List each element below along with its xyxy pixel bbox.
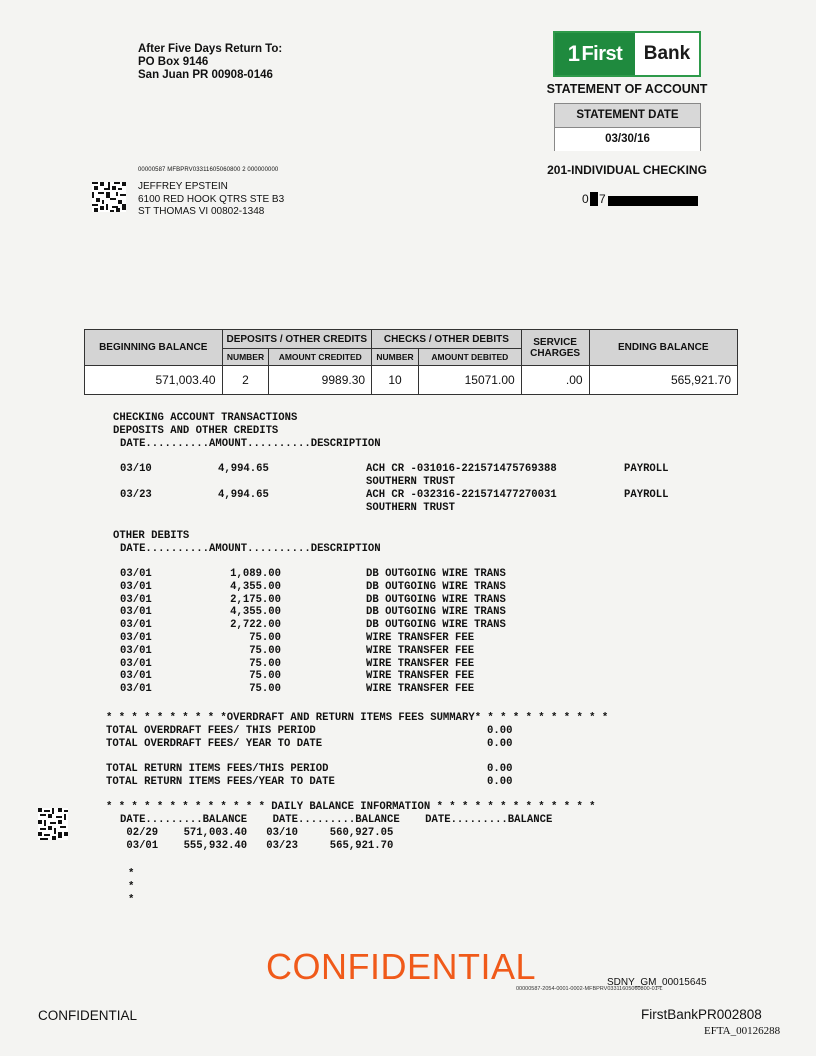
confidential-stamp: CONFIDENTIAL — [266, 946, 537, 987]
debit-date: 03/01 — [120, 606, 152, 619]
fee-label: TOTAL OVERDRAFT FEES/ THIS PERIOD — [106, 725, 316, 737]
credit-date: 03/23 — [120, 489, 152, 501]
debit-date: 03/01 — [120, 593, 152, 606]
statement-date-box — [554, 103, 701, 151]
fee-value: 0.00 — [487, 763, 513, 775]
customer-city: ST THOMAS VI 00802-1348 — [138, 206, 265, 217]
credit-memo: PAYROLL — [624, 463, 669, 475]
statement-date-value: 03/30/16 — [555, 128, 700, 151]
account-summary-table — [84, 329, 738, 395]
debit-amount: 1,089.00 — [230, 568, 281, 580]
debit-amount: 75.00 — [249, 657, 281, 670]
firstbank-bates: FirstBankPR002808 — [641, 1007, 762, 1022]
credits-title: DEPOSITS AND OTHER CREDITS — [113, 425, 279, 437]
qr-code-icon — [38, 808, 68, 840]
daily-balance-heading: * * * * * * * * * * * * * DAILY BALANCE INFORMATION * * * * * * * * * * * * * — [106, 801, 596, 813]
ending-balance-header: ENDING BALANCE — [589, 330, 737, 366]
debit-description: DB OUTGOING WIRE TRANS — [366, 593, 506, 606]
statement-title: STATEMENT OF ACCOUNT — [546, 82, 708, 96]
account-type: 201-INDIVIDUAL CHECKING — [547, 163, 707, 177]
transactions-section-title: CHECKING ACCOUNT TRANSACTIONS — [113, 412, 298, 424]
amount-credited-header: AMOUNT CREDITED — [269, 349, 372, 366]
return-address-line: San Juan PR 00908-0146 — [138, 69, 273, 81]
service-charges-header: SERVICE CHARGES — [521, 330, 589, 366]
daily-balance-row: 03/01 555,932.40 03/23 565,921.70 — [120, 840, 394, 852]
debit-description: DB OUTGOING WIRE TRANS — [366, 619, 506, 632]
debit-amount: 75.00 — [249, 670, 281, 683]
deposits-header: DEPOSITS / OTHER CREDITS — [222, 330, 372, 349]
beginning-balance-value: 571,003.40 — [85, 366, 223, 395]
credits-column-header: DATE..........AMOUNT..........DESCRIPTION — [120, 438, 381, 450]
ending-balance-value: 565,921.70 — [589, 366, 737, 395]
amount-debited-header: AMOUNT DEBITED — [419, 349, 522, 366]
return-address — [138, 43, 282, 82]
account-number — [580, 192, 700, 206]
first-bank-logo — [553, 31, 701, 77]
debit-description: WIRE TRANSFER FEE — [366, 670, 475, 683]
debit-amount: 75.00 — [249, 632, 281, 644]
statement-date-label: STATEMENT DATE — [555, 104, 700, 128]
fee-label: TOTAL RETURN ITEMS FEES/YEAR TO DATE — [106, 776, 335, 788]
blank-row-marker: * — [128, 868, 135, 880]
debit-description: DB OUTGOING WIRE TRANS — [366, 580, 506, 593]
logo-bank: Bank — [643, 43, 691, 64]
account-number-prefix: 0 — [582, 192, 589, 206]
debit-date: 03/01 — [120, 568, 152, 580]
debit-amount: 75.00 — [249, 644, 281, 657]
service-charges-value: .00 — [521, 366, 589, 395]
debit-amount: 4,355.00 — [230, 606, 281, 619]
debit-amount: 2,722.00 — [230, 619, 281, 632]
debit-description: WIRE TRANSFER FEE — [366, 657, 475, 670]
checks-header: CHECKS / OTHER DEBITS — [372, 330, 522, 349]
debit-amount: 2,175.00 — [230, 593, 281, 606]
credit-description: ACH CR -032316-221571477270031 — [366, 489, 557, 501]
logo-first-block — [555, 33, 635, 75]
return-address-line: PO Box 9146 — [138, 56, 209, 68]
fee-value: 0.00 — [487, 776, 513, 788]
credit-amount: 4,994.65 — [218, 489, 269, 501]
document-code: 00000587-2054-0001-0002-MFBPRV03311605060800-01-L — [516, 986, 663, 992]
fee-value: 0.00 — [487, 725, 513, 737]
qr-code-icon — [92, 182, 126, 212]
debit-date: 03/01 — [120, 670, 152, 683]
credit-description-line2: SOUTHERN TRUST — [366, 476, 456, 488]
amount-credited-value: 9989.30 — [269, 366, 372, 395]
debit-description: WIRE TRANSFER FEE — [366, 683, 475, 696]
credit-date: 03/10 — [120, 463, 152, 475]
customer-street: 6100 RED HOOK QTRS STE B3 — [138, 193, 285, 205]
debit-date: 03/01 — [120, 632, 152, 644]
debits-number-header: NUMBER — [372, 349, 419, 366]
efta-number: EFTA_00126288 — [704, 1025, 781, 1037]
debit-amount: 75.00 — [249, 683, 281, 696]
credit-description-line2: SOUTHERN TRUST — [366, 502, 456, 514]
customer-name: JEFFREY EPSTEIN — [138, 181, 228, 192]
credit-description: ACH CR -031016-221571475769388 — [366, 463, 557, 475]
debits-column-header: DATE..........AMOUNT..........DESCRIPTION — [120, 543, 381, 555]
debit-date: 03/01 — [120, 619, 152, 632]
credit-memo: PAYROLL — [624, 489, 669, 501]
redaction-bar — [608, 196, 698, 206]
debits-title: OTHER DEBITS — [113, 530, 190, 542]
daily-balance-row: 02/29 571,003.40 03/10 560,927.05 — [120, 827, 394, 839]
mailing-address — [138, 181, 284, 219]
daily-balance-column-header: DATE.........BALANCE DATE.........BALANCE DATE.........BALANCE — [120, 814, 553, 826]
blank-row-marker: * — [128, 894, 135, 906]
amount-debited-value: 15071.00 — [419, 366, 522, 395]
fees-summary-heading: * * * * * * * * * *OVERDRAFT AND RETURN ITEMS FEES SUMMARY* * * * * * * * * * * — [106, 712, 609, 724]
logo-first: First — [581, 42, 623, 65]
deposits-number-value: 2 — [222, 366, 269, 395]
debit-description: WIRE TRANSFER FEE — [366, 644, 475, 657]
beginning-balance-header: BEGINNING BALANCE — [85, 330, 223, 366]
debit-description: WIRE TRANSFER FEE — [366, 632, 475, 644]
sdny-bates: SDNY_GM_00015645 — [607, 977, 707, 988]
debit-amount: 4,355.00 — [230, 580, 281, 593]
debits-number-value: 10 — [372, 366, 419, 395]
fee-label: TOTAL RETURN ITEMS FEES/THIS PERIOD — [106, 763, 329, 775]
deposits-number-header: NUMBER — [222, 349, 269, 366]
mailing-ref-code: 00000587 MFBPRV03311605060800 2 000000000 — [138, 167, 279, 173]
debit-description: DB OUTGOING WIRE TRANS — [366, 568, 506, 580]
debit-description: DB OUTGOING WIRE TRANS — [366, 606, 506, 619]
debit-date: 03/01 — [120, 580, 152, 593]
fee-value: 0.00 — [487, 738, 513, 750]
return-address-line: After Five Days Return To: — [138, 43, 283, 55]
blank-row-marker: * — [128, 881, 135, 893]
debit-date: 03/01 — [120, 657, 152, 670]
debit-date: 03/01 — [120, 644, 152, 657]
debit-date: 03/01 — [120, 683, 152, 696]
account-number-mid: 7 — [599, 192, 606, 206]
confidential-label: CONFIDENTIAL — [38, 1008, 138, 1023]
credit-amount: 4,994.65 — [218, 463, 269, 475]
fee-label: TOTAL OVERDRAFT FEES/ YEAR TO DATE — [106, 738, 323, 750]
logo-number: 1 — [567, 41, 580, 66]
redaction-bar — [590, 192, 598, 206]
